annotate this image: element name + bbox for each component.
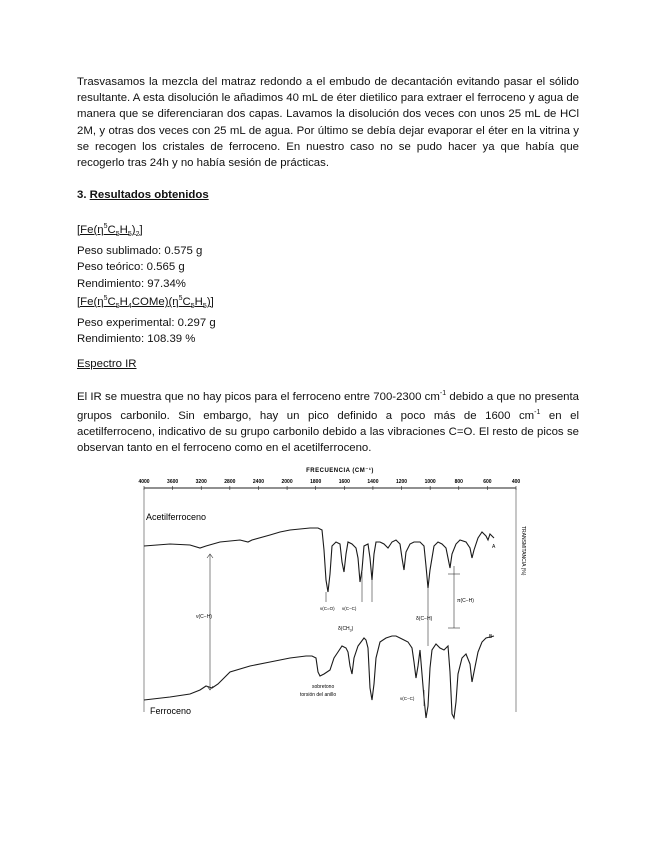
section-heading <box>77 187 579 203</box>
annotation-nu-cc-top: ν(C−C) <box>342 606 357 611</box>
acetylferrocene-trace <box>144 528 494 592</box>
frequency-tick-label: 2800 <box>224 479 236 485</box>
annotation-overtone: sobretono <box>312 684 335 690</box>
section-number: 3. <box>77 189 87 201</box>
ferrocene-yield: Rendimiento: 97.34% <box>77 277 186 290</box>
annotation-delta-ch3: $\delta(CH_3)$ <box>338 626 354 633</box>
acetylferrocene-label: Acetilferroceno <box>146 512 207 522</box>
frequency-tick-label: 600 <box>483 479 492 485</box>
ir-paragraph: El IR se muestra que no hay picos para el ferroceno entre 700-2300 $cm^{-1}$ debido a que no presenta grupos carbonilo. Sin embargo, hay un pico definido a poco más de 1600 $cm^{-1}$ en el acetilferroceno, indicativo de su grupo carbonilo debido a las vibraciones C=O. El resto de picos se observan tanto en el ferroceno como en el acetilferroceno. <box>77 390 579 455</box>
annotation-pi-ch: π(C−H) <box>457 598 474 604</box>
section-title: Resultados obtenidos <box>89 189 209 201</box>
frequency-tick-label: 1600 <box>338 479 350 485</box>
marker-a: A <box>492 544 496 550</box>
marker-b: B <box>489 634 493 640</box>
acetylferrocene-results <box>77 291 579 348</box>
frequency-tick-label: 1200 <box>395 479 408 485</box>
ir-heading: Espectro IR <box>77 358 137 370</box>
frequency-tick-label: 2000 <box>281 479 293 485</box>
frequency-tick-label: 2400 <box>252 479 265 485</box>
annotation-nu-co: ν(C=O) <box>320 606 335 611</box>
ferrocene-formula: $[Fe(\eta^5C_5H_5)_2]$ <box>77 223 143 239</box>
ferrocene-results <box>77 219 579 292</box>
acetylferrocene-experimental-weight: Peso experimental: 0.297 g <box>77 317 216 330</box>
ferrocene-trace <box>144 636 494 718</box>
annotation-delta-ch: δ(C−H) <box>416 616 433 622</box>
annotation-ring-torsion: torsión del anillo <box>300 692 337 698</box>
frequency-tick-label: 1800 <box>310 479 322 485</box>
frequency-tick-label: 800 <box>454 479 463 485</box>
frequency-tick-label: 3200 <box>195 479 207 485</box>
intro-paragraph: Trasvasamos la mezcla del matraz redondo a el embudo de decantación evitando pasar el sólido resultante. A esta disolución le añadimos 40 mL de éter dietilico para extraer el ferroceno y agua de manera que se diferenciaran dos capas. Lavamos la disolución dos veces con unos 25 mL de HCl 2M, y otras dos veces con 25 mL de agua. Por último se debía dejar evaporar el éter en la vitrina y se recogen los cristales de ferroceno. En nuestro caso no se pudo hacer ya que había que recogerlo tras 24h y no había sesión de prácticas. <box>77 76 579 170</box>
frequency-axis-title: FRECUENCIA (CM⁻¹) <box>306 468 374 474</box>
frequency-tick-label: 4000 <box>138 479 150 485</box>
frequency-tick-label: 1000 <box>424 479 436 485</box>
acetylferrocene-formula: $[Fe(\eta^5C_5H_4COMe)(\eta^5C_5H_5)]$ <box>77 295 214 311</box>
ferrocene-label: Ferroceno <box>150 706 192 716</box>
ferrocene-theoretical-weight: Peso teórico: 0.565 g <box>77 261 185 274</box>
frequency-tick-label: 1400 <box>367 479 379 485</box>
acetylferrocene-yield: Rendimiento: 108.39 % <box>77 333 196 346</box>
frequency-tick-label: 3600 <box>167 479 179 485</box>
frequency-tick-label: 400 <box>511 479 521 485</box>
transmittance-axis-label: TRANSMITANCIA (%) <box>520 526 526 576</box>
annotation-nu-cc-bottom: ν(C−C) <box>400 696 415 701</box>
ferrocene-sublimed-weight: Peso sublimado: 0.575 g <box>77 245 203 258</box>
annotation-nu-ch: ν(C−H) <box>196 614 212 620</box>
ir-spectrum-figure <box>130 462 530 726</box>
